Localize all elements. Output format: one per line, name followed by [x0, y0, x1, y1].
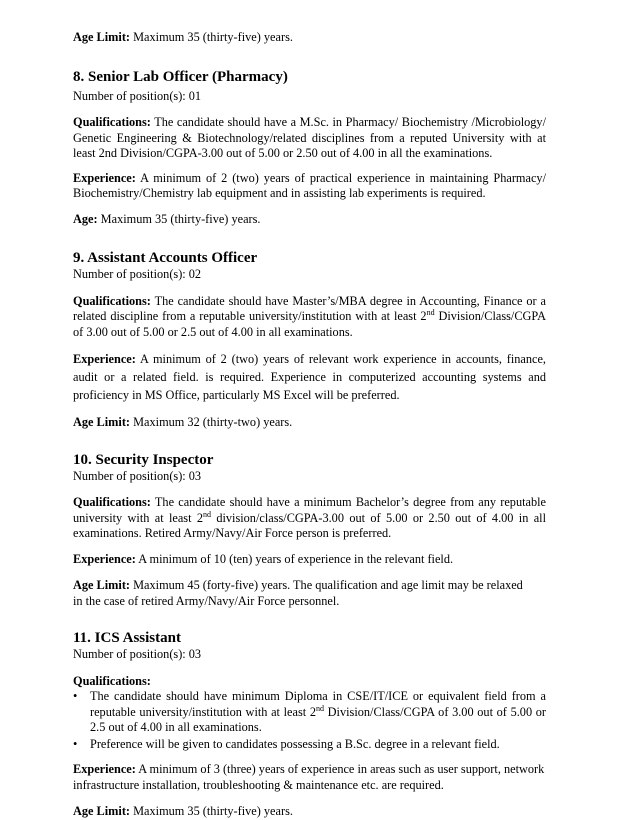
- qualifications-text: The candidate should have Master’s/MBA degree in Accounting, Finance or a related discipline from a reputable university/institution with at least 2: [73, 293, 546, 323]
- age-limit-value: Maximum 45 (forty-five) years. The qualification and age limit may be relaxed in the case of retired Army/Navy/Air Force personnel.: [73, 578, 523, 608]
- qualifications-text: The candidate should have a M.Sc. in Pharmacy/ Biochemistry /Microbiology/ Genetic Engineering & Biotechnology/related disciplines from a reputed University with at least 2nd Division/CGPA-3.00 out of 5.00 or 2.50 out of 4.00 in all the examinations.: [73, 115, 546, 160]
- age-limit-value: Maximum 32 (thirty-two) years.: [133, 415, 293, 429]
- qualifications-heading: [73, 674, 546, 690]
- qualifications-text-cont: Division/Class/CGPA of 3.00 out of 5.00 or 2.5 out of 4.00 in all examinations.: [73, 309, 546, 339]
- age-limit-line: [73, 415, 546, 431]
- list-item-text: The candidate should have minimum Diploma in CSE/IT/ICE or equivalent field from a reputable university/institution with at least 2: [90, 689, 546, 719]
- qualifications-list: [73, 689, 546, 752]
- section-title-11: 11. ICS Assistant: [73, 630, 181, 646]
- document-page: [73, 30, 546, 820]
- age-limit-line: [73, 804, 546, 820]
- ordinal-suffix: nd: [316, 703, 324, 713]
- age-limit-line: [73, 30, 546, 46]
- bullet-icon: •: [73, 689, 78, 703]
- age-limit-label: Age Limit:: [73, 578, 131, 592]
- age-line: [73, 212, 546, 228]
- age-limit-label: Age Limit:: [73, 30, 131, 44]
- age-label: Age:: [73, 211, 98, 226]
- positions-count: Number of position(s): 02: [73, 267, 202, 281]
- experience-paragraph: [73, 171, 546, 202]
- experience-text: A minimum of 3 (three) years of experience in areas such as user support, network infrastructure installation, troubleshooting & maintenance etc. are required.: [73, 762, 545, 792]
- experience-label: Experience:: [73, 551, 136, 566]
- qualifications-label: Qualifications:: [73, 495, 151, 509]
- age-limit-value: Maximum 35 (thirty-five) years.: [133, 30, 293, 44]
- positions-count: Number of position(s): 03: [73, 647, 202, 661]
- experience-label: Experience:: [73, 170, 136, 185]
- list-item: [73, 736, 546, 753]
- experience-text: A minimum of 10 (ten) years of experience in the relevant field.: [138, 551, 454, 566]
- experience-paragraph: [73, 552, 546, 568]
- age-limit-label: Age Limit:: [73, 804, 131, 818]
- section-title-9: 9. Assistant Accounts Officer: [73, 250, 258, 266]
- bullet-icon: •: [73, 736, 78, 751]
- qualifications-text-cont: division/class/CGPA-3.00 out of 5.00 or 2.50 out of 4.00 in all examinations. Retired Army/Navy/Air Force person is preferred.: [73, 510, 546, 540]
- age-limit-paragraph: [73, 578, 535, 609]
- qualifications-label: Qualifications:: [73, 673, 151, 688]
- list-item-text: Preference will be given to candidates possessing a B.Sc. degree in a relevant field.: [90, 736, 500, 751]
- experience-paragraph: [73, 762, 546, 793]
- section-title-10: 10. Security Inspector: [73, 451, 214, 468]
- experience-text: A minimum of 2 (two) years of relevant work experience in accounts, finance, audit or a related field. is required. Experience in computerized accounting systems and proficiency in MS Office, particularly MS Excel will be preferred.: [73, 352, 546, 402]
- experience-paragraph: [73, 350, 546, 404]
- experience-label: Experience:: [73, 352, 136, 366]
- qualifications-label: Qualifications:: [73, 115, 151, 129]
- qualifications-paragraph: [73, 115, 546, 162]
- experience-text: A minimum of 2 (two) years of practical experience in maintaining Pharmacy/ Biochemistry/Chemistry lab equipment and in assisting lab experiments is required.: [73, 170, 546, 200]
- section-title-8: 8. Senior Lab Officer (Pharmacy): [73, 68, 288, 85]
- list-item-text-cont: Division/Class/CGPA of 3.00 out of 5.00 or 2.5 out of 4.00 in all examinations.: [90, 704, 547, 734]
- qualifications-label: Qualifications:: [73, 293, 151, 308]
- positions-count: Number of position(s): 01: [73, 88, 202, 103]
- qualifications-text: The candidate should have a minimum Bachelor’s degree from any reputable university with at least 2: [73, 495, 546, 525]
- age-limit-label: Age Limit:: [73, 415, 131, 429]
- age-limit-value: Maximum 35 (thirty-five) years.: [133, 804, 293, 818]
- qualifications-paragraph: [73, 495, 546, 542]
- ordinal-suffix: nd: [426, 307, 435, 317]
- age-value: Maximum 35 (thirty-five) years.: [100, 211, 261, 226]
- positions-count: Number of position(s): 03: [73, 468, 202, 483]
- qualifications-paragraph: [73, 294, 546, 341]
- list-item: [73, 689, 547, 736]
- ordinal-suffix: nd: [202, 509, 211, 519]
- experience-label: Experience:: [73, 762, 136, 776]
